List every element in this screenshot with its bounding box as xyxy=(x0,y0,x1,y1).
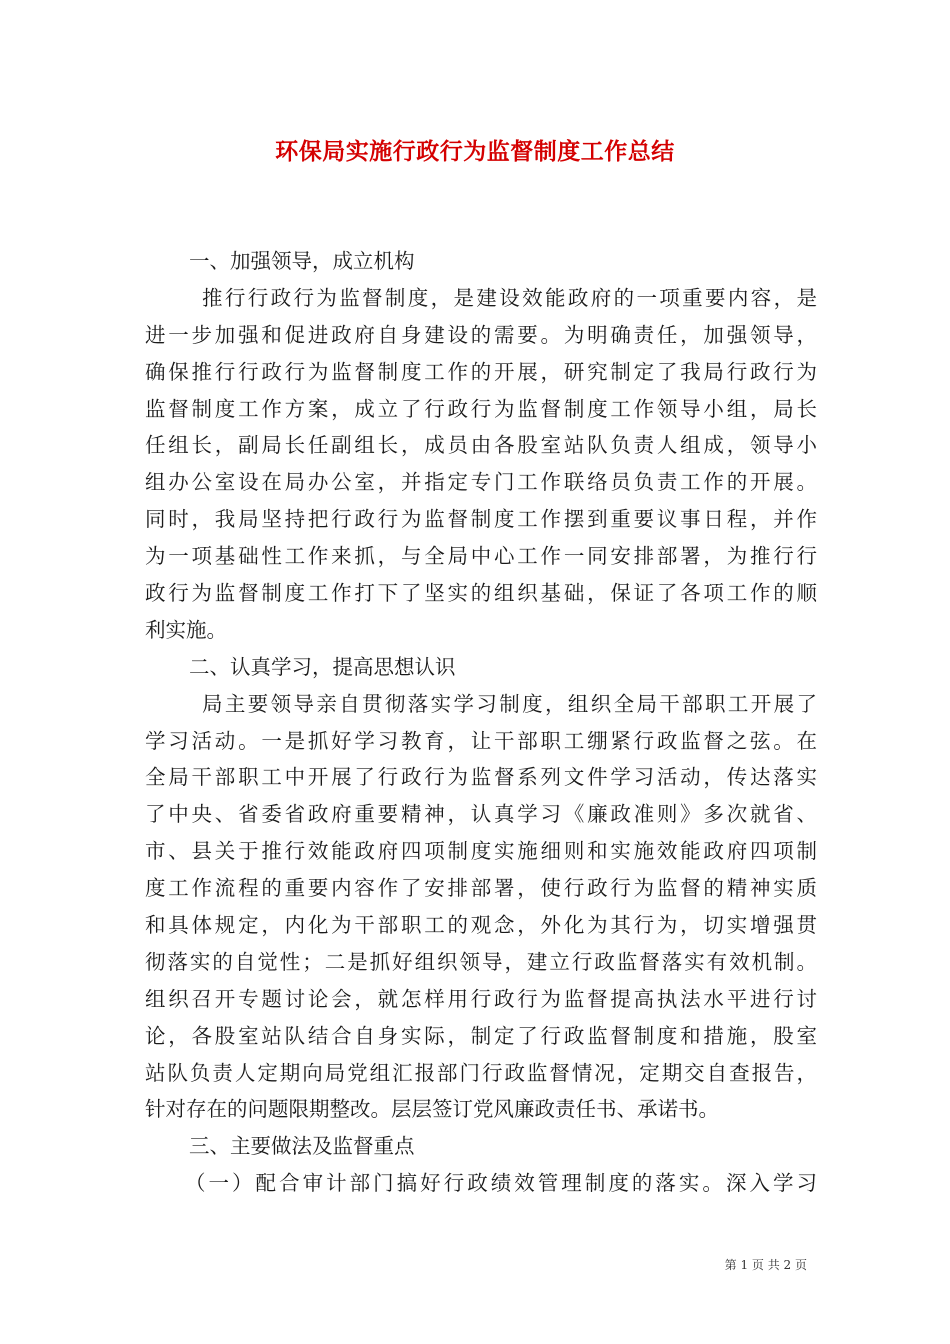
paragraph-line: 同时，我局坚持把行政行为监督制度工作摆到重要议事日程，并作 xyxy=(145,507,817,532)
paragraph-line: 站队负责人定期向局党组汇报部门行政监督情况，定期交自查报告， xyxy=(145,1060,817,1085)
paragraph-line: 利实施。 xyxy=(145,617,227,642)
paragraph-line: 学习活动。一是抓好学习教育，让干部职工绷紧行政监督之弦。在 xyxy=(145,728,817,753)
paragraph-line: 确保推行行政行为监督制度工作的开展，研究制定了我局行政行为 xyxy=(145,359,817,384)
section-heading-1: 一、加强领导，成立机构 xyxy=(189,249,415,273)
document-body xyxy=(145,243,817,1202)
paragraph-line: 和具体规定，内化为干部职工的观念，外化为其行为，切实增强贯 xyxy=(145,913,817,938)
paragraph-line: 监督制度工作方案，成立了行政行为监督制度工作领导小组，局长 xyxy=(145,396,817,421)
paragraph-line: 全局干部职工中开展了行政行为监督系列文件学习活动，传达落实 xyxy=(145,765,817,790)
paragraph-line: 组织召开专题讨论会，就怎样用行政行为监督提高执法水平进行讨 xyxy=(145,986,817,1011)
document-title: 环保局实施行政行为监督制度工作总结 xyxy=(275,138,675,165)
paragraph-line: 局主要领导亲自贯彻落实学习制度，组织全局干部职工开展了 xyxy=(202,691,817,716)
paragraph-line: 为一项基础性工作来抓，与全局中心工作一同安排部署，为推行行 xyxy=(145,544,817,569)
paragraph-line: 了中央、省委省政府重要精神，认真学习《廉政准则》多次就省、 xyxy=(145,802,817,827)
paragraph-line: 任组长，副局长任副组长，成员由各股室站队负责人组成，领导小 xyxy=(145,433,817,458)
section-heading-3: 三、主要做法及监督重点 xyxy=(189,1134,415,1159)
section-heading-2: 二、认真学习，提高思想认识 xyxy=(189,654,456,679)
paragraph-line: 度工作流程的重要内容作了安排部署，使行政行为监督的精神实质 xyxy=(145,876,817,901)
paragraph-line: 组办公室设在局办公室，并指定专门工作联络员负责工作的开展。 xyxy=(145,470,817,495)
paragraph-line: 进一步加强和促进政府自身建设的需要。为明确责任，加强领导， xyxy=(145,322,817,347)
paragraph-line: 政行为监督制度工作打下了坚实的组织基础，保证了各项工作的顺 xyxy=(145,581,817,606)
paragraph-line: 推行行政行为监督制度，是建设效能政府的一项重要内容，是 xyxy=(202,285,817,310)
paragraph-line: （一）配合审计部门搞好行政绩效管理制度的落实。深入学习 xyxy=(185,1171,817,1196)
paragraph-line: 针对存在的问题限期整改。层层签订党风廉政责任书、承诺书。 xyxy=(145,1097,719,1122)
page-number-footer: 第 1 页 共 2 页 xyxy=(724,1258,807,1272)
paragraph-line: 论，各股室站队结合自身实际，制定了行政监督制度和措施，股室 xyxy=(145,1023,817,1048)
paragraph-line: 彻落实的自觉性；二是抓好组织领导，建立行政监督落实有效机制。 xyxy=(145,949,817,974)
paragraph-line: 市、县关于推行效能政府四项制度实施细则和实施效能政府四项制 xyxy=(145,839,817,864)
